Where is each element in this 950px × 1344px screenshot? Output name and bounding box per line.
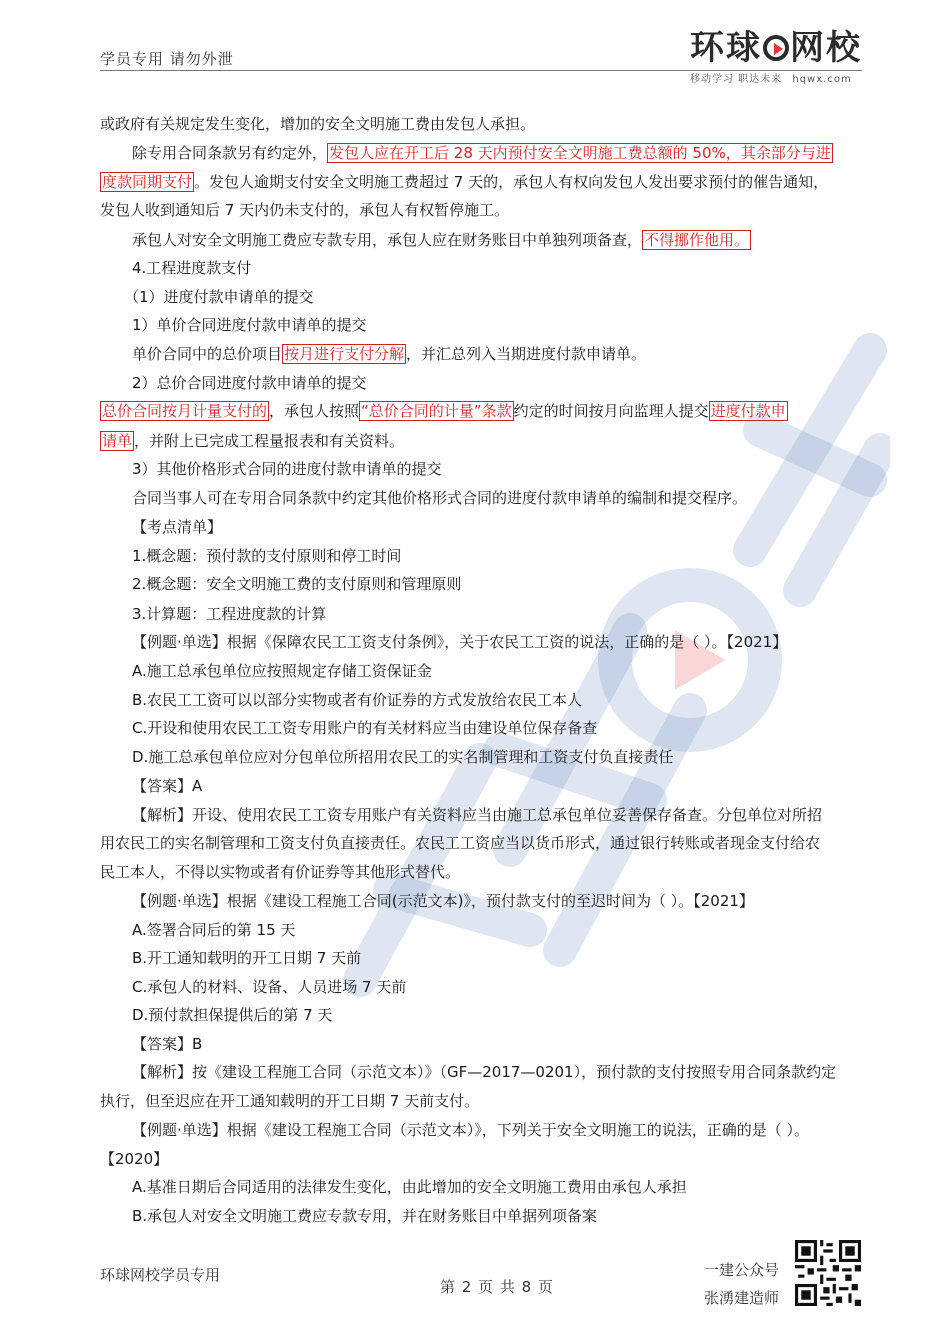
text-line — [132, 486, 747, 510]
text-segment: A.签署合同后的第 15 天 — [132, 921, 296, 939]
text-segment: 4.工程进度款支付 — [132, 259, 252, 277]
text-segment: 【答案】B — [132, 1035, 203, 1053]
text-segment: C.承包人的材料、设备、人员进场 7 天前 — [132, 978, 407, 996]
text-line — [100, 429, 404, 453]
footer-note: 环球网校学员专用 — [100, 1266, 221, 1284]
text-line — [132, 457, 442, 481]
text-line — [132, 1060, 836, 1084]
text-segment: B.农民工工资可以以部分实物或者有价证券的方式发放给农民工本人 — [132, 691, 583, 709]
text-segment: 发包人收到通知后 7 天内仍未支付的，承包人有权暂停施工。 — [100, 201, 510, 219]
text-segment: 2.概念题：安全文明施工费的支付原则和管理原则 — [132, 575, 462, 593]
text-segment: 1）单价合同进度付款申请单的提交 — [132, 316, 367, 334]
text-segment: A.施工总承包单位应按照规定存储工资保证金 — [132, 662, 432, 680]
text-segment: 【答案】A — [132, 777, 203, 795]
text-segment: B.承包人对安全文明施工费应专款专用，并在财务账目中单据列项备案 — [132, 1207, 598, 1225]
text-segment: D.施工总承包单位应对分包单位所招用农民工的实名制管理和工资支付负直接责任 — [132, 748, 674, 766]
qr-code — [795, 1240, 861, 1306]
text-segment: 【2020】 — [100, 1150, 169, 1168]
text-line — [132, 313, 367, 337]
text-segment: 【例题·单选】根据《建设工程施工合同(示范文本)》，预付款支付的至迟时间为（ ）。【2021】 — [132, 892, 754, 910]
text-segment: 【例题·单选】根据《建设工程施工合同（示范文本）》，下列关于安全文明施工的说法，正确的是（ ）。 — [132, 1121, 810, 1139]
text-segment: ，并汇总列入当期进度付款申请单。 — [406, 345, 647, 363]
text-line — [132, 918, 295, 942]
text-segment: 。发包人逾期支付安全文明施工费超过 7 天的，承包人有权向发包人发出要求预付的催告通知， — [194, 173, 829, 191]
public-account-name: 张湧建造师 — [704, 1289, 780, 1307]
text-line — [100, 112, 535, 136]
text-segment: 【解析】开设、使用农民工工资专用账户有关资料应当由施工总承包单位妥善保存备查。分包单位对所招 — [132, 806, 823, 824]
text-line — [100, 831, 820, 855]
text-line — [132, 803, 822, 827]
text-line — [100, 860, 460, 884]
highlighted-text: 发包人应在开工后 28 天内预付安全文明施工费总额的 50%，其余部分与进 — [329, 144, 831, 162]
logo-slogan: 移动学习 职达未来 — [690, 74, 783, 85]
text-segment: 1.概念题：预付款的支付原则和停工时间 — [132, 547, 402, 565]
text-line — [132, 774, 202, 798]
text-line — [132, 1204, 597, 1228]
highlighted-text: 按月进行支付分解 — [284, 345, 405, 363]
text-line — [132, 141, 833, 165]
logo-url: hqwx.com — [792, 74, 852, 85]
text-line — [132, 256, 251, 280]
text-line — [132, 975, 406, 999]
text-segment: D.预付款担保提供后的第 7 天 — [132, 1006, 333, 1024]
text-line — [132, 1175, 687, 1199]
text-line — [132, 1003, 332, 1027]
page-number: 第 2 页 共 8 页 — [440, 1278, 554, 1296]
highlighted-text: 进度付款申 — [710, 402, 786, 420]
text-segment: ，承包人按照 — [269, 402, 360, 420]
text-segment: A.基准日期后合同适用的法律发生变化，由此增加的安全文明施工费用由承包人承担 — [132, 1178, 687, 1196]
public-account-label: 一建公众号 — [704, 1261, 780, 1279]
text-segment: B.开工通知载明的开工日期 7 天前 — [132, 949, 362, 967]
text-line — [132, 659, 432, 683]
text-segment: 约定的时间按月向监理人提交 — [513, 402, 709, 420]
public-account — [704, 1256, 783, 1312]
text-line — [132, 946, 361, 970]
logo-text-left: 环球 — [690, 28, 762, 68]
text-line — [132, 515, 222, 539]
text-line — [100, 170, 828, 194]
text-line — [132, 1032, 202, 1056]
text-line — [132, 602, 326, 626]
text-line — [132, 688, 582, 712]
highlighted-text: 请单 — [102, 432, 133, 450]
text-line — [100, 198, 509, 222]
logo — [690, 28, 865, 92]
text-line — [132, 544, 401, 568]
text-segment: C.开设和使用农民工工资专用账户的有关材料应当由建设单位保存备查 — [132, 719, 598, 737]
text-line — [100, 1147, 168, 1171]
play-icon — [763, 35, 789, 61]
text-line — [132, 371, 367, 395]
text-line — [132, 630, 787, 654]
text-segment: 除专用合同条款另有约定外， — [132, 144, 328, 162]
text-line — [132, 889, 754, 913]
text-segment: ，并附上已完成工程量报表和有关资料。 — [134, 432, 405, 450]
header-note: 学员专用 请勿外泄 — [100, 50, 234, 68]
text-line — [124, 285, 314, 309]
text-line — [100, 1089, 479, 1113]
text-segment: 民工本人，不得以实物或者有价证券等其他形式替代。 — [100, 863, 461, 881]
text-line — [132, 745, 673, 769]
text-segment: 2）总价合同进度付款申请单的提交 — [132, 374, 367, 392]
text-line — [132, 572, 461, 596]
text-line — [132, 228, 751, 252]
logo-text-right: 网校 — [790, 28, 862, 68]
text-segment: 合同当事人可在专用合同条款中约定其他价格形式合同的进度付款申请单的编制和提交程序。 — [132, 489, 748, 507]
text-segment: 单价合同中的总价项目 — [132, 345, 283, 363]
text-line — [132, 1118, 809, 1142]
text-segment: 3.计算题：工程进度款的计算 — [132, 605, 327, 623]
text-segment: 用农民工的实名制管理和工资支付负直接责任。农民工工资应当以货币形式，通过银行转账或者现金支付给农 — [100, 834, 821, 852]
text-segment: （1）进度付款申请单的提交 — [124, 288, 314, 306]
text-segment: 执行，但至迟应在开工通知载明的开工日期 7 天前支付。 — [100, 1092, 480, 1110]
highlighted-text: 度款同期支付 — [102, 173, 193, 191]
text-segment: 或政府有关规定发生变化，增加的安全文明施工费由发包人承担。 — [100, 115, 536, 133]
text-segment: 【例题·单选】根据《保障农民工工资支付条例》，关于农民工工资的说法，正确的是（ ）。【2021】 — [132, 633, 788, 651]
text-segment: 【解析】按《建设工程施工合同（示范文本）》（GF—2017—0201），预付款的支付按照专用合同条款约定 — [132, 1063, 837, 1081]
text-segment: 承包人对安全文明施工费应专款专用，承包人应在财务账目中单独列项备查， — [132, 231, 643, 249]
text-line — [132, 342, 646, 366]
highlighted-text: 总价合同按月计量支付的 — [102, 402, 268, 420]
text-segment: 【考点清单】 — [132, 518, 223, 536]
text-segment: 3）其他价格形式合同的进度付款申请单的提交 — [132, 460, 442, 478]
highlighted-text: 不得挪作他用。 — [644, 231, 750, 249]
text-line — [132, 716, 597, 740]
highlighted-text: “总价合同的计量”条款 — [361, 402, 512, 420]
text-line — [100, 399, 788, 423]
